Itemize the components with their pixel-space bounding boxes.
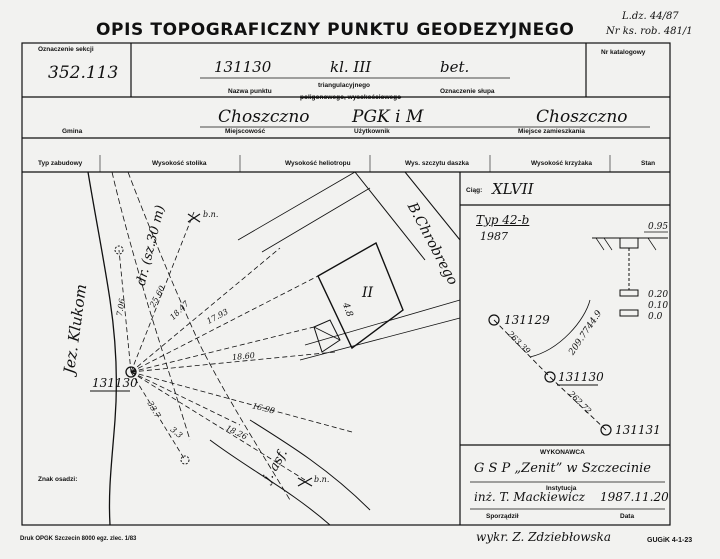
user: PGK i M — [352, 107, 424, 127]
bench-mark-label-2: b.n. — [314, 475, 330, 484]
asphalt-road-label: j. asf. — [260, 446, 291, 485]
label-point-name: Nazwa punktu — [228, 88, 272, 95]
road-label: dr. (sz.30 m) — [133, 203, 169, 288]
print-info: Druk OPGK Szczecin 8000 egz. zlec. 1/83 — [20, 536, 137, 542]
distance-label-3: 18.47 — [168, 299, 191, 322]
building-dimension: 4.8 — [340, 301, 355, 319]
point-name: 131130 — [214, 58, 272, 76]
column-cross-height: Wysokość krzyżaka — [531, 160, 592, 167]
executor-institution: G S P „Zenit” w Szczecinie — [474, 461, 651, 476]
label-institution: Instytucja — [546, 485, 577, 492]
traverse-distance-1: 263.39 — [505, 329, 533, 356]
catalog-label: Nr katalogowy — [601, 49, 646, 56]
ciag-label: Ciąg: — [466, 187, 483, 194]
column-table-height: Wysokość stolika — [152, 160, 207, 167]
label-gmina: Gmina — [62, 128, 83, 135]
street-label: B.Chrobrego — [403, 200, 461, 288]
drawn-by: wykr. Z. Zdziebłowska — [476, 530, 612, 544]
prepared-date: 1987.11.20 — [600, 490, 669, 504]
executor-heading: WYKONAWCA — [540, 449, 585, 456]
point-mark: bet. — [440, 58, 470, 76]
label-mark: Oznaczenie słupa — [440, 88, 495, 95]
reference-number: L.dz. 44/87 — [622, 11, 679, 22]
distance-label-1: 7.06 — [114, 297, 127, 318]
label-town: Miejscowość — [225, 128, 266, 135]
label-prepared: Sporządził — [486, 513, 519, 520]
distance-label-4: 17.93 — [205, 307, 230, 326]
label-user: Użytkownik — [354, 128, 390, 135]
marks-label: Znak osadzi: — [38, 476, 78, 483]
column-state: Stan — [641, 160, 656, 167]
sketch-point-label: 131130 — [92, 376, 138, 390]
label-date: Data — [620, 513, 635, 520]
residence: Choszczno — [536, 107, 628, 127]
distance-label-7: 18.26 — [224, 423, 249, 442]
distance-label-8: 33.7 — [145, 399, 163, 420]
ciag-value: XLVII — [492, 180, 534, 198]
work-book-number: Nr ks. rob. 481/1 — [606, 26, 693, 37]
section-value: 352.113 — [48, 63, 119, 83]
lake-label: Jez. Klukom — [59, 283, 91, 375]
depth-top: 0.95 — [648, 222, 669, 232]
column-heliotrope-height: Wysokość heliotropu — [285, 160, 351, 167]
traverse-distance-2: 262.72 — [566, 389, 594, 416]
traverse-point-1: 131129 — [504, 313, 550, 327]
form-code: GUGiK 4-1-23 — [647, 537, 693, 544]
distance-label-2: 25.60 — [148, 284, 167, 309]
label-residence: Miejsce zamieszkania — [518, 128, 585, 135]
distance-label-5: 18.60 — [231, 350, 256, 363]
mark-type: Typ 42-b — [476, 213, 530, 227]
column-roof-height: Wys. szczytu daszka — [405, 160, 469, 167]
prepared-by: inż. T. Mackiewicz — [474, 490, 585, 504]
traverse-point-2: 131130 — [558, 370, 604, 384]
town: Choszczno — [218, 107, 310, 127]
label-triangulation: triangulacyjnego — [318, 82, 371, 89]
column-building-type: Typ zabudowy — [38, 160, 83, 167]
depth-b: 0.10 — [648, 301, 669, 311]
mark-year: 1987 — [480, 230, 508, 243]
depth-a: 0.20 — [648, 290, 669, 300]
section-label: Oznaczenie sekcji — [38, 46, 94, 53]
depth-c: 0.0 — [648, 312, 663, 322]
traverse-bearing: 209.7744.9 — [567, 308, 605, 358]
bench-mark-label-1: b.n. — [203, 210, 219, 219]
form-title: OPIS TOPOGRAFICZNY PUNKTU GEODEZYJNEGO — [96, 20, 575, 40]
distance-label-6: 16.98 — [251, 401, 276, 416]
traverse-point-3: 131131 — [615, 423, 661, 437]
building-storeys: II — [362, 285, 374, 301]
distance-label-9: 3.3 — [168, 424, 185, 441]
point-class: kl. III — [330, 58, 372, 76]
label-polygon: poligonowego, wysokościowego — [300, 94, 402, 101]
